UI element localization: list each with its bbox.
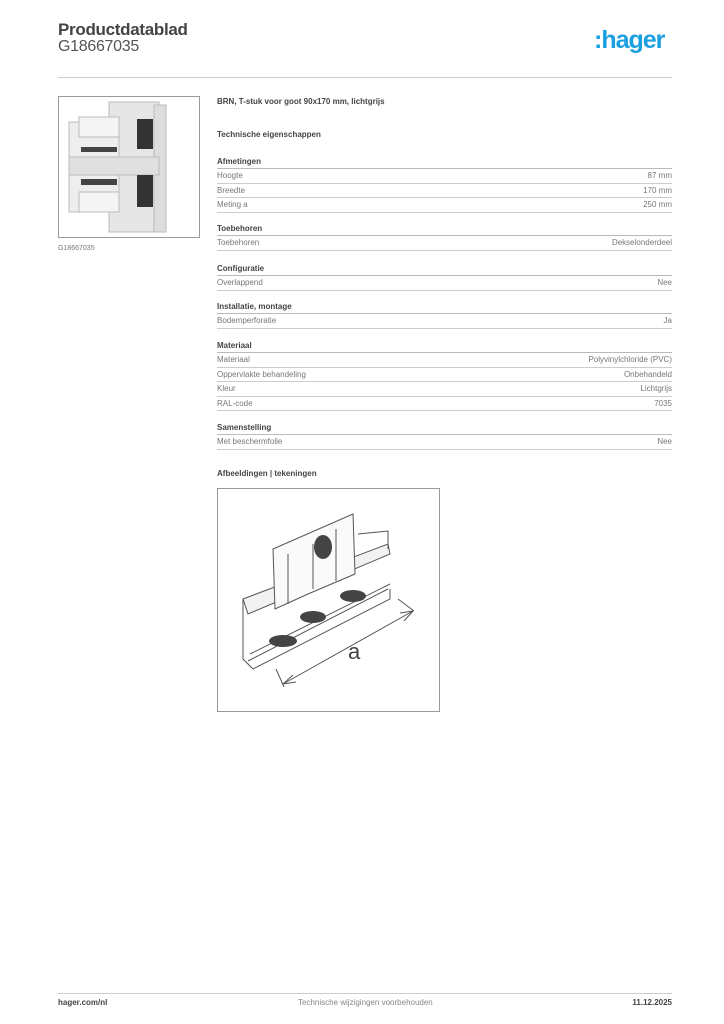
spec-row (217, 397, 672, 412)
spec-value: 87 mm (647, 171, 672, 180)
spec-value: Onbehandeld (623, 369, 672, 379)
spec-row (217, 382, 672, 397)
spec-row (217, 198, 672, 213)
spec-section (217, 421, 672, 450)
spec-value: 170 mm (643, 185, 672, 195)
spec-row (217, 236, 672, 251)
spec-value: Nee (657, 278, 672, 287)
spec-label: Meting a (217, 200, 248, 209)
spec-label: Overlappend (217, 278, 263, 287)
spec-value: 7035 (654, 398, 672, 408)
spec-value: Ja (663, 316, 672, 325)
spec-section (217, 339, 672, 411)
section-heading: Materiaal (217, 339, 672, 353)
spec-row (217, 276, 672, 291)
spec-row (217, 353, 672, 368)
section-heading: Configuratie (217, 262, 672, 276)
footer-disclaimer: Technische wijzigingen voorbehouden (298, 998, 433, 1007)
spec-value: Polyvinylchloride (PVC) (588, 355, 672, 364)
spec-label: RAL-code (217, 398, 253, 408)
spec-label: Bodemperforatie (217, 316, 277, 325)
tech-heading: Technische eigenschappen (217, 130, 321, 139)
spec-value: Lichtgrijs (640, 384, 672, 393)
spec-label: Breedte (217, 185, 246, 195)
spec-section (217, 222, 672, 251)
dimension-label: a (348, 639, 361, 664)
spec-label: Materiaal (217, 355, 250, 364)
spec-row (217, 169, 672, 184)
article-number: G18667035 (58, 38, 139, 55)
spec-section (217, 262, 672, 291)
technical-drawing (217, 488, 440, 712)
product-image-caption: G18667035 (58, 245, 95, 252)
spec-value: Nee (657, 437, 672, 446)
page-title: Productdatablad (58, 20, 188, 39)
spec-section (217, 155, 672, 213)
spec-value: 250 mm (643, 200, 672, 209)
header-divider (58, 77, 672, 78)
spec-row (217, 184, 672, 199)
spec-label: Kleur (217, 384, 236, 393)
section-heading: Afmetingen (217, 155, 672, 169)
section-heading: Installatie, montage (217, 300, 672, 314)
spec-row (217, 435, 672, 450)
section-heading: Toebehoren (217, 222, 672, 236)
spec-label: Toebehoren (217, 238, 260, 247)
product-image (58, 96, 200, 238)
spec-label: Hoogte (217, 171, 243, 180)
drawings-heading: Afbeeldingen | tekeningen (217, 469, 317, 478)
spec-row (217, 368, 672, 383)
section-heading: Samenstelling (217, 421, 672, 435)
spec-value: Dekselonderdeel (611, 238, 672, 247)
footer-divider (58, 993, 672, 994)
hager-logo: :hager (594, 26, 665, 54)
product-name: BRN, T-stuk voor goot 90x170 mm, lichtgrijs (217, 97, 385, 106)
footer-website[interactable]: hager.com/nl (58, 998, 108, 1007)
spec-label: Met beschermfolie (217, 437, 283, 446)
spec-row (217, 314, 672, 329)
footer-date: 11.12.2025 (632, 998, 672, 1007)
spec-section (217, 300, 672, 329)
spec-label: Oppervlakte behandeling (217, 369, 306, 379)
